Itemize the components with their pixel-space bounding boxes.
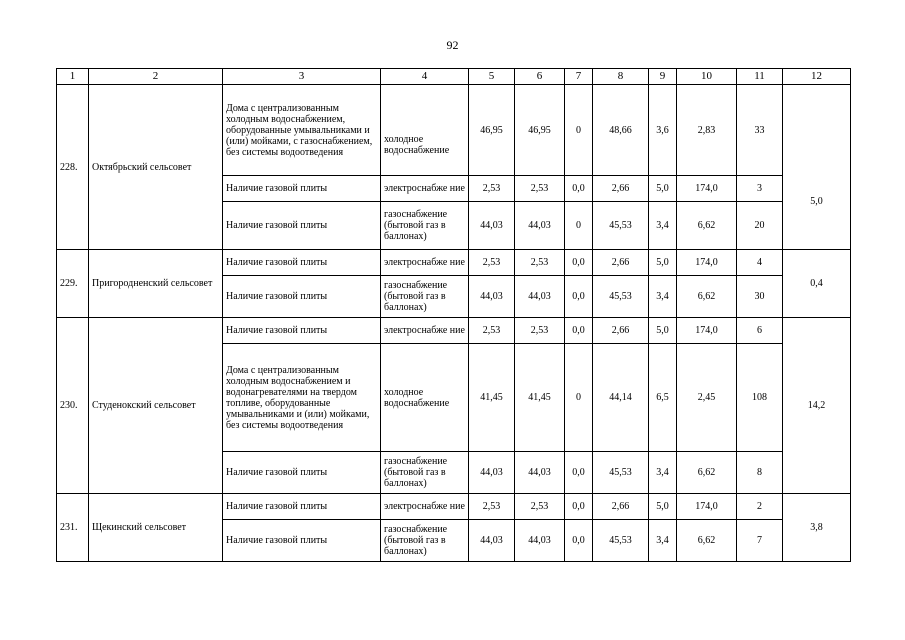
housing-category: Дома с централизованным холодным водоснабжением и водонагревателями на твердом топливе, оборудованные умывальниками и (или) мойками, без системы водоотведения xyxy=(223,344,381,452)
utility-type: холодное водоснабжение xyxy=(381,344,469,452)
cell-value: 3,4 xyxy=(649,452,677,494)
cell-value: 45,53 xyxy=(593,520,649,562)
cell-value: 20 xyxy=(737,202,783,250)
column-header: 6 xyxy=(515,69,565,85)
cell-value: 2,53 xyxy=(515,176,565,202)
cell-value: 5,0 xyxy=(649,318,677,344)
cell-value: 2,53 xyxy=(515,250,565,276)
cell-value: 44,03 xyxy=(515,452,565,494)
header-row xyxy=(57,69,851,85)
cell-value: 6 xyxy=(737,318,783,344)
table-row xyxy=(57,494,851,520)
cell-value: 2,83 xyxy=(677,85,737,176)
cell-value: 44,03 xyxy=(515,520,565,562)
cell-value: 2,53 xyxy=(469,494,515,520)
cell-value: 0,0 xyxy=(565,250,593,276)
housing-category: Наличие газовой плиты xyxy=(223,318,381,344)
cell-value: 4 xyxy=(737,250,783,276)
cell-value: 41,45 xyxy=(469,344,515,452)
cell-value: 5,0 xyxy=(649,494,677,520)
cell-value: 2 xyxy=(737,494,783,520)
cell-value: 44,03 xyxy=(515,276,565,318)
row-number: 228. xyxy=(57,85,89,250)
cell-value: 33 xyxy=(737,85,783,176)
column-header: 5 xyxy=(469,69,515,85)
cell-value: 3,4 xyxy=(649,520,677,562)
cell-value: 44,14 xyxy=(593,344,649,452)
column-header: 11 xyxy=(737,69,783,85)
cell-value: 174,0 xyxy=(677,176,737,202)
cell-value: 30 xyxy=(737,276,783,318)
cell-value: 3,4 xyxy=(649,276,677,318)
cell-value: 44,03 xyxy=(469,276,515,318)
housing-category: Наличие газовой плиты xyxy=(223,176,381,202)
utility-type: электроснабже ние xyxy=(381,494,469,520)
cell-value: 0,0 xyxy=(565,318,593,344)
housing-category: Наличие газовой плиты xyxy=(223,250,381,276)
column-header: 7 xyxy=(565,69,593,85)
settlement-name: Щекинский сельсовет xyxy=(89,494,223,562)
utility-type: электроснабже ние xyxy=(381,318,469,344)
row-number: 231. xyxy=(57,494,89,562)
cell-value: 46,95 xyxy=(515,85,565,176)
cell-value: 45,53 xyxy=(593,202,649,250)
cell-value: 46,95 xyxy=(469,85,515,176)
tariff-table xyxy=(56,68,851,562)
cell-value: 0 xyxy=(565,85,593,176)
column-header: 4 xyxy=(381,69,469,85)
group-total: 14,2 xyxy=(783,318,851,494)
cell-value: 174,0 xyxy=(677,318,737,344)
column-header: 3 xyxy=(223,69,381,85)
cell-value: 3,6 xyxy=(649,85,677,176)
cell-value: 6,62 xyxy=(677,276,737,318)
cell-value: 2,53 xyxy=(469,250,515,276)
cell-value: 5,0 xyxy=(649,250,677,276)
housing-category: Наличие газовой плиты xyxy=(223,494,381,520)
housing-category: Наличие газовой плиты xyxy=(223,520,381,562)
settlement-name: Пригородненский сельсовет xyxy=(89,250,223,318)
cell-value: 174,0 xyxy=(677,494,737,520)
utility-type: газоснабжение (бытовой газ в баллонах) xyxy=(381,520,469,562)
cell-value: 2,66 xyxy=(593,494,649,520)
cell-value: 0,0 xyxy=(565,520,593,562)
column-header: 12 xyxy=(783,69,851,85)
cell-value: 2,66 xyxy=(593,318,649,344)
cell-value: 0,0 xyxy=(565,176,593,202)
cell-value: 2,53 xyxy=(469,318,515,344)
cell-value: 6,62 xyxy=(677,202,737,250)
cell-value: 2,45 xyxy=(677,344,737,452)
cell-value: 6,62 xyxy=(677,452,737,494)
cell-value: 2,53 xyxy=(515,494,565,520)
cell-value: 7 xyxy=(737,520,783,562)
row-number: 229. xyxy=(57,250,89,318)
utility-type: электроснабже ние xyxy=(381,250,469,276)
group-total: 3,8 xyxy=(783,494,851,562)
table-row xyxy=(57,85,851,176)
cell-value: 8 xyxy=(737,452,783,494)
row-number: 230. xyxy=(57,318,89,494)
cell-value: 0,0 xyxy=(565,276,593,318)
group-total: 0,4 xyxy=(783,250,851,318)
cell-value: 2,53 xyxy=(469,176,515,202)
cell-value: 45,53 xyxy=(593,276,649,318)
cell-value: 3,4 xyxy=(649,202,677,250)
cell-value: 2,66 xyxy=(593,176,649,202)
cell-value: 2,53 xyxy=(515,318,565,344)
cell-value: 48,66 xyxy=(593,85,649,176)
cell-value: 0,0 xyxy=(565,494,593,520)
cell-value: 44,03 xyxy=(469,452,515,494)
utility-type: газоснабжение (бытовой газ в баллонах) xyxy=(381,202,469,250)
cell-value: 44,03 xyxy=(469,202,515,250)
column-header: 8 xyxy=(593,69,649,85)
cell-value: 108 xyxy=(737,344,783,452)
column-header: 10 xyxy=(677,69,737,85)
cell-value: 0 xyxy=(565,202,593,250)
cell-value: 44,03 xyxy=(515,202,565,250)
table-row xyxy=(57,318,851,344)
utility-type: газоснабжение (бытовой газ в баллонах) xyxy=(381,276,469,318)
housing-category: Наличие газовой плиты xyxy=(223,202,381,250)
utility-type: электроснабже ние xyxy=(381,176,469,202)
cell-value: 2,66 xyxy=(593,250,649,276)
cell-value: 44,03 xyxy=(469,520,515,562)
column-header: 1 xyxy=(57,69,89,85)
housing-category: Дома с централизованным холодным водоснабжением, оборудованные умывальниками и (или) мойками, с газоснабжением, без системы водоотведения xyxy=(223,85,381,176)
cell-value: 3 xyxy=(737,176,783,202)
table-row xyxy=(57,250,851,276)
cell-value: 0,0 xyxy=(565,452,593,494)
column-header: 2 xyxy=(89,69,223,85)
settlement-name: Студенокский сельсовет xyxy=(89,318,223,494)
housing-category: Наличие газовой плиты xyxy=(223,452,381,494)
housing-category: Наличие газовой плиты xyxy=(223,276,381,318)
group-total: 5,0 xyxy=(783,85,851,250)
utility-type: холодное водоснабжение xyxy=(381,85,469,176)
cell-value: 5,0 xyxy=(649,176,677,202)
page-number: 92 xyxy=(446,38,459,52)
cell-value: 0 xyxy=(565,344,593,452)
utility-type: газоснабжение (бытовой газ в баллонах) xyxy=(381,452,469,494)
settlement-name: Октябрьский сельсовет xyxy=(89,85,223,250)
cell-value: 6,62 xyxy=(677,520,737,562)
cell-value: 174,0 xyxy=(677,250,737,276)
cell-value: 41,45 xyxy=(515,344,565,452)
cell-value: 45,53 xyxy=(593,452,649,494)
cell-value: 6,5 xyxy=(649,344,677,452)
column-header: 9 xyxy=(649,69,677,85)
